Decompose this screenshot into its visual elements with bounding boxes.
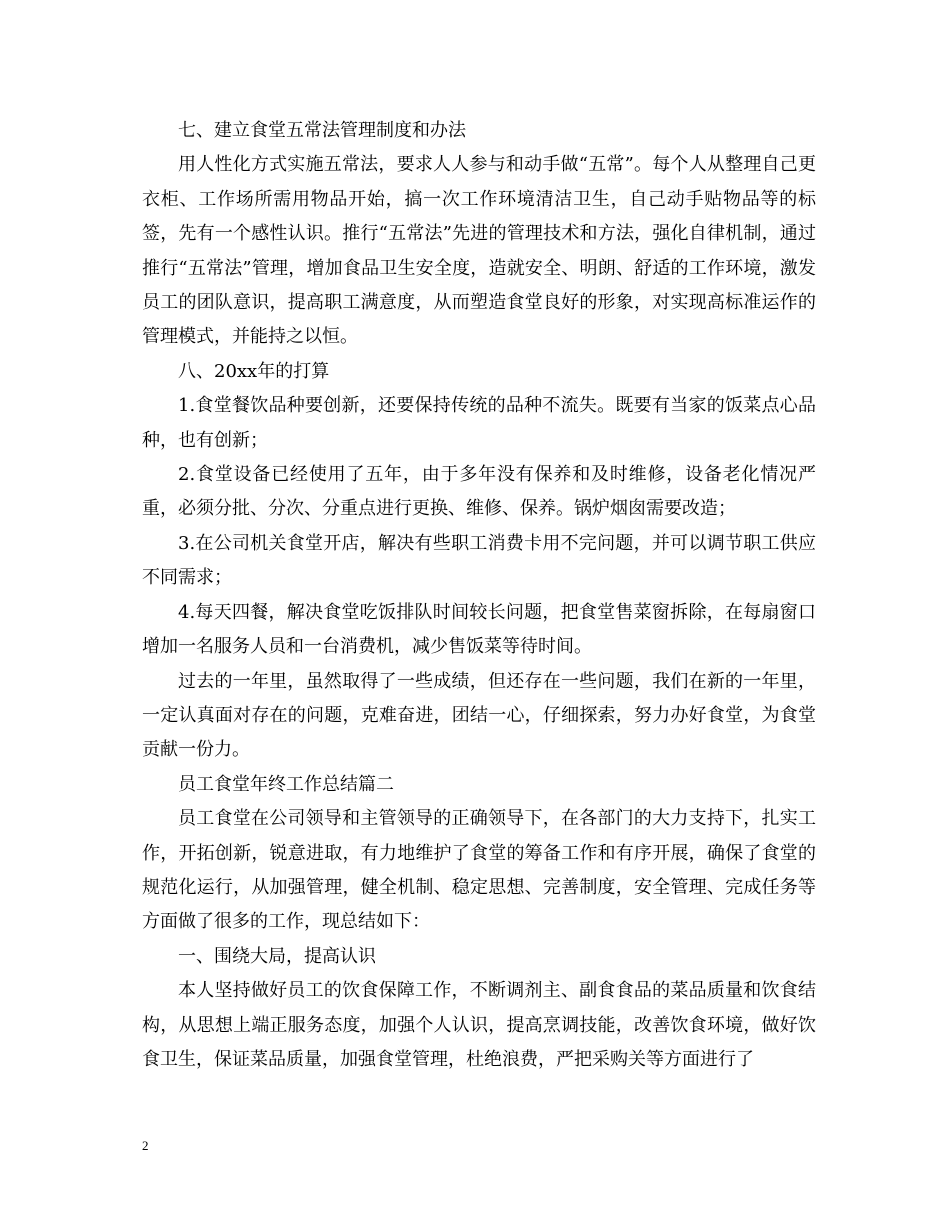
list-item: 1.食堂餐饮品种要创新，还要保持传统的品种不流失。既要有当家的饭菜点心品种，也有创新； (142, 395, 816, 451)
section-heading: 一、围绕大局，提高认识 (178, 945, 376, 967)
document-body (142, 114, 816, 1077)
body-paragraph: 员工食堂在公司领导和主管领导的正确领导下，在各部门的大力支持下，扎实工作，开拓创新，锐意进取，有力地维护了食堂的筹备工作和有序开展，确保了食堂的规范化运行，从加强管理，健全机制、稳定思想、完善制度，安全管理、完成任务等方面做了很多的工作，现总结如下： (142, 808, 816, 933)
body-paragraph: 用人性化方式实施五常法，要求人人参与和动手做“五常”。每个人从整理自己更衣柜、工作场所需用物品开始，搞一次工作环境清洁卫生，自己动手贴物品等的标签，先有一个感性认识。推行“五常法”先进的管理技术和方法，强化自律机制，通过推行“五常法”管理，增加食品卫生安全度，造就安全、明朗、舒适的工作环境，激发员工的团队意识，提高职工满意度，从而塑造食堂良好的形象，对实现高标准运作的管理模式，并能持之以恒。 (142, 154, 816, 348)
page-number: 2 (142, 1138, 149, 1153)
section-heading: 八、20xx年的打算 (178, 360, 330, 382)
body-paragraph: 本人坚持做好员工的饮食保障工作，不断调剂主、副食食品的菜品质量和饮食结构，从思想上端正服务态度，加强个人认识，提高烹调技能，改善饮食环境，做好饮食卫生，保证菜品质量，加强食堂管理，杜绝浪费，严把采购关等方面进行了 (142, 980, 816, 1070)
body-paragraph: 过去的一年里，虽然取得了一些成绩，但还存在一些问题，我们在新的一年里，一定认真面对存在的问题，克难奋进，团结一心，仔细探索，努力办好食堂，为食堂贡献一份力。 (142, 670, 816, 761)
section-heading: 七、建立食堂五常法管理制度和办法 (178, 120, 466, 141)
list-item: 4.每天四餐，解决食堂吃饭排队时间较长问题，把食堂售菜窗拆除，在每扇窗口增加一名服务人员和一台消费机，减少售饭菜等待时间。 (142, 601, 816, 658)
list-item: 3.在公司机关食堂开店，解决有些职工消费卡用不完问题，并可以调节职工供应不同需求； (142, 532, 816, 589)
list-item: 2.食堂设备已经使用了五年，由于多年没有保养和及时维修，设备老化情况严重，必须分批、分次、分重点进行更换、维修、保养。锅炉烟囱需要改造； (142, 464, 816, 520)
article-title: 员工食堂年终工作总结篇二 (178, 773, 394, 795)
